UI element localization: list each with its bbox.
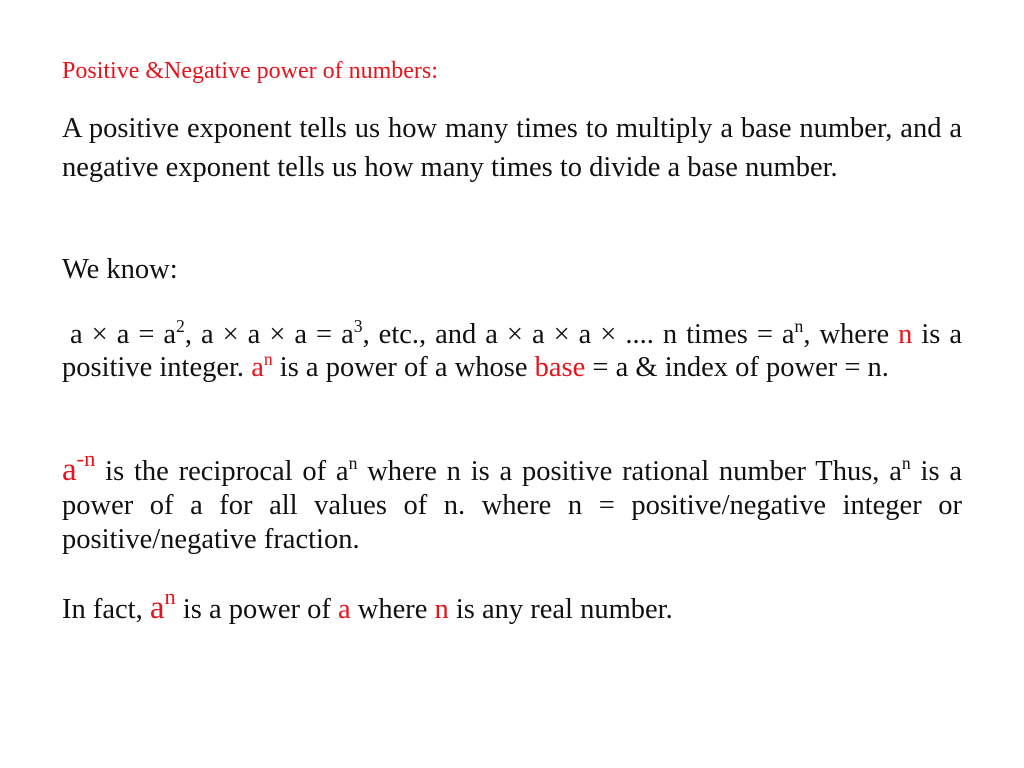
exponent: n [901,453,911,474]
fact-text: In fact, [62,594,150,625]
fact-text: where [350,594,435,625]
fact-text: is a power of [175,594,338,625]
powers-text: , where [803,319,899,350]
highlight-a-negative-power [62,446,96,488]
powers-paragraph [62,318,962,384]
powers-text: = a & index of power = n. [585,352,889,383]
powers-text: , a × a × a = a [184,319,354,350]
exponent: 2 [176,316,185,337]
highlight-n: n [434,594,449,625]
exponent: n [263,349,273,370]
highlight-base: base [534,352,586,383]
exponent: n [164,584,176,610]
reciprocal-text: is the reciprocal of a [95,456,349,487]
highlight-a: a [62,452,77,488]
highlight-a: a [337,594,351,625]
reciprocal-text: where n is a positive rational number Thus, a [357,456,902,487]
powers-text: is a positive integer. [62,319,962,383]
exponent: 3 [353,316,363,337]
reciprocal-text: is a power of a for all values of n. where n = positive/negative integer or positive/negative fraction. [62,456,963,555]
slide-title: Positive &Negative power of numbers: [62,58,438,84]
fact-text: is any real number. [448,594,673,625]
exponent: -n [76,446,96,472]
we-know-label: We know: [62,254,178,285]
powers-text: a × a = a [70,319,177,350]
highlight-a-n-power [149,584,176,626]
highlight-a: a [251,352,264,383]
exponent: n [794,316,804,337]
fact-paragraph [62,584,962,628]
highlight-a: a [149,590,165,626]
powers-text: is a power of a whose [272,352,535,383]
powers-text: , etc., and a × a × a × .... n times = a [362,319,795,350]
reciprocal-paragraph [62,446,963,557]
highlight-n: n [898,319,913,350]
highlight-a-power [251,349,273,383]
intro-paragraph: A positive exponent tells us how many times to multiply a base number, and a negative exponent tells us how many times to divide a base number. [62,113,962,183]
exponent: n [348,453,358,474]
